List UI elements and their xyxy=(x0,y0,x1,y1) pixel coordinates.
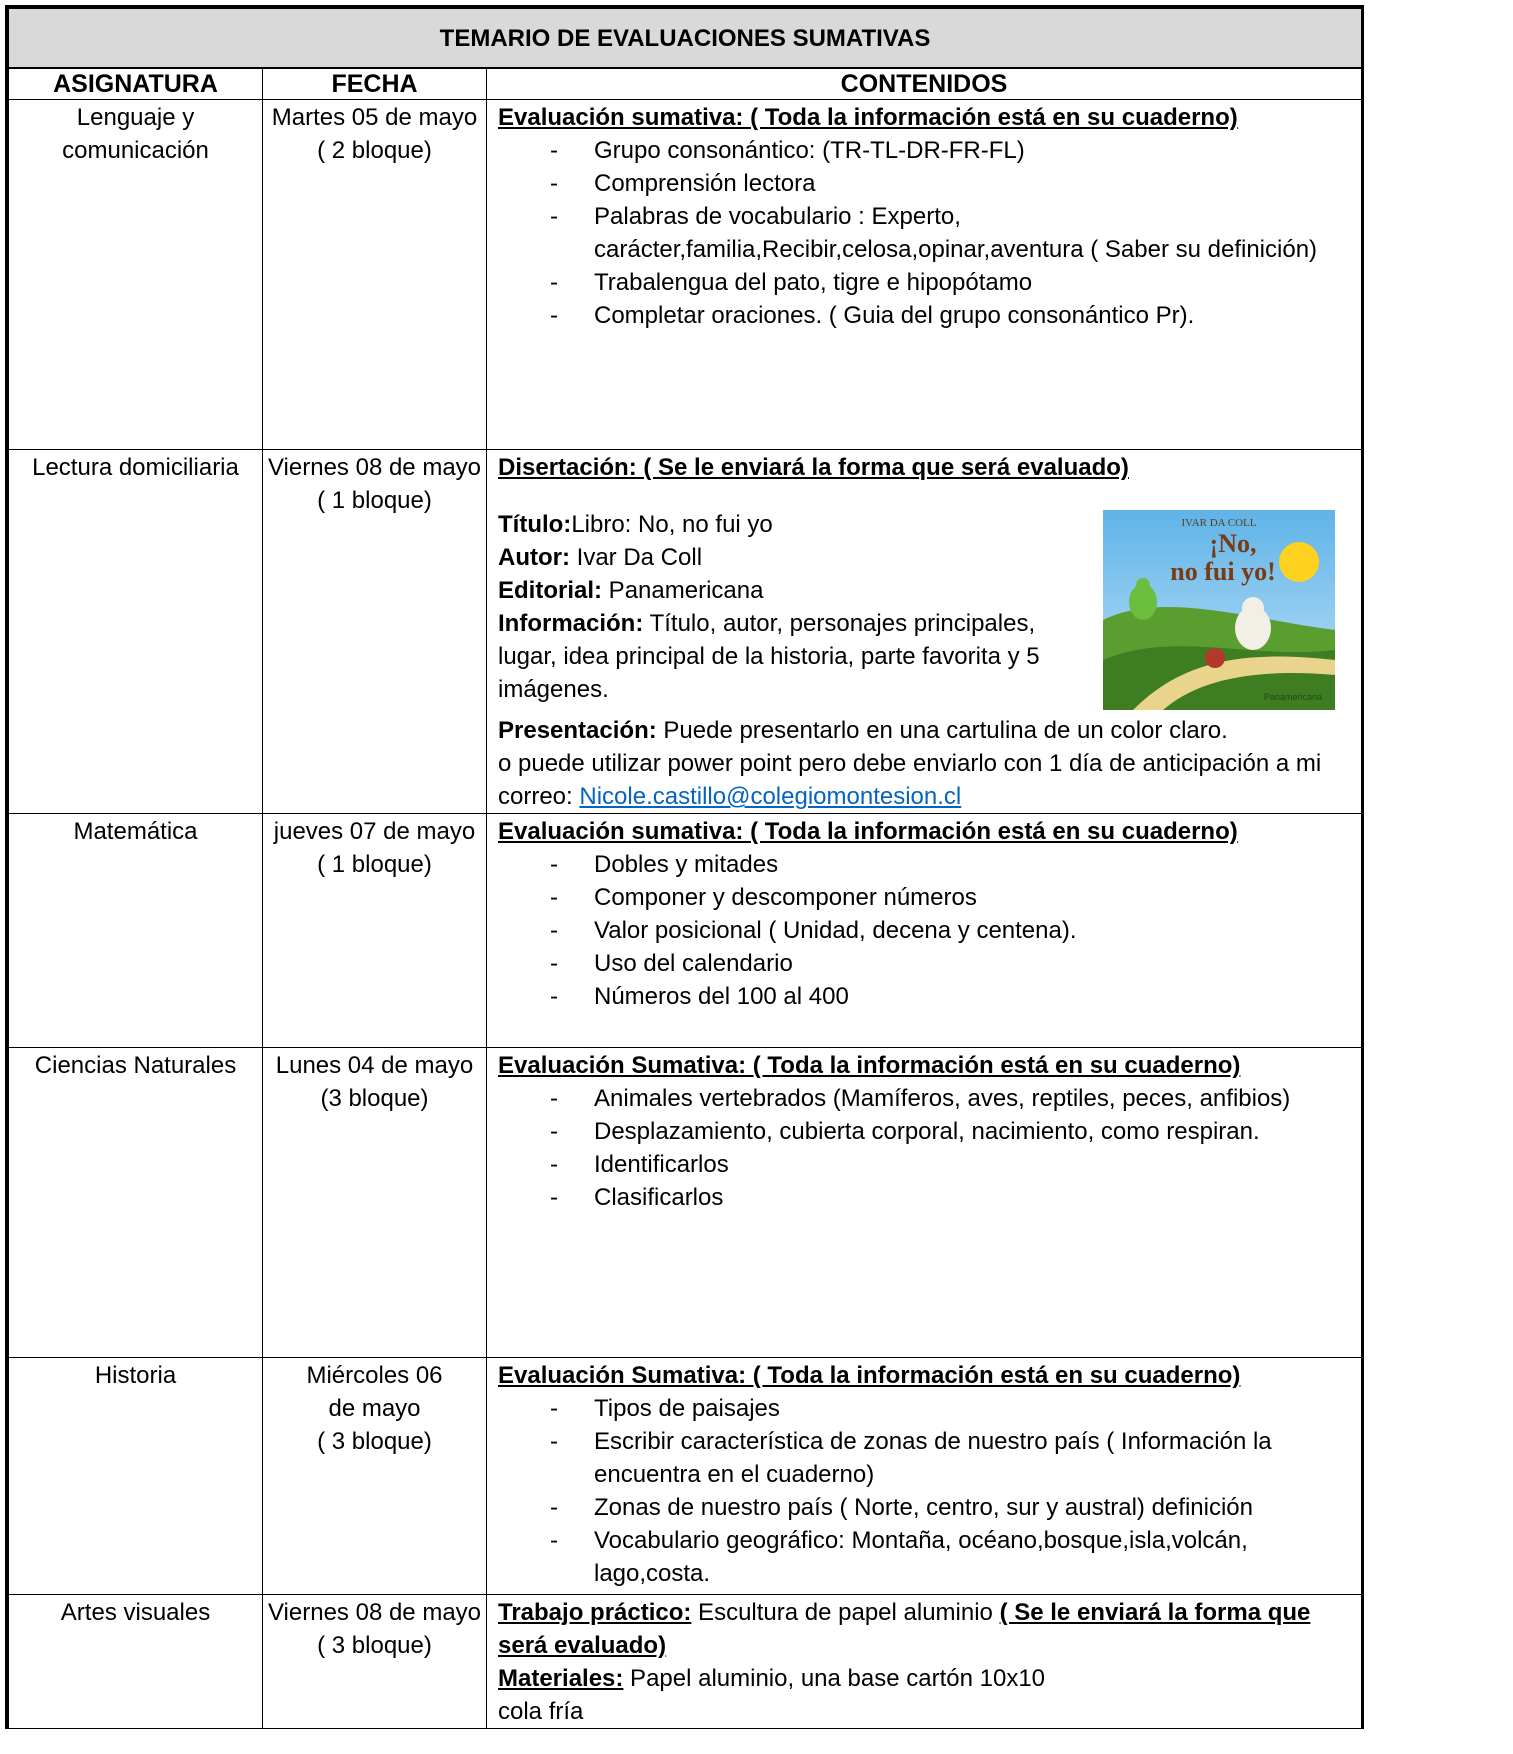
evaluation-schedule xyxy=(5,5,1364,1729)
title-row xyxy=(9,9,1362,69)
trabajo-label: Trabajo práctico: xyxy=(498,1599,692,1626)
list-item: - Zonas de nuestro país ( Norte, centro, sur y austral) definición xyxy=(550,1491,1355,1524)
subject-cell: Matemática xyxy=(9,814,263,1048)
table-row xyxy=(9,100,1362,450)
table-row xyxy=(9,1048,1362,1358)
list-item: - Desplazamiento, cubierta corporal, nacimiento, como respiran. xyxy=(550,1115,1355,1148)
document-title: TEMARIO DE EVALUACIONES SUMATIVAS xyxy=(9,9,1362,69)
header-row xyxy=(9,68,1362,100)
titulo-label: Título: xyxy=(498,511,572,538)
contents-cell xyxy=(487,1595,1362,1729)
topic-list xyxy=(498,1392,1355,1590)
contents-cell xyxy=(487,1048,1362,1358)
evaluation-heading: Disertación: ( Se le enviará la forma que será evaluado) xyxy=(498,454,1129,481)
date-text: Martes 05 de mayo xyxy=(271,104,478,131)
materiales-label: Materiales: xyxy=(498,1665,624,1692)
list-item: - Componer y descomponer números xyxy=(550,881,1355,914)
table-row xyxy=(9,1358,1362,1595)
email-link[interactable]: Nicole.castillo@colegiomontesion.cl xyxy=(579,783,962,810)
date-text: Lunes 04 de mayo xyxy=(275,1052,474,1079)
trabajo-line xyxy=(498,1596,1355,1662)
date-cell xyxy=(263,1358,487,1595)
titulo-value: Libro: No, no fui yo xyxy=(571,511,773,538)
autor-label: Autor: xyxy=(498,544,570,571)
list-item: - Trabalengua del pato, tigre e hipopótamo xyxy=(550,266,1355,299)
materiales-value: Papel aluminio, una base cartón 10x10 xyxy=(623,1665,1046,1692)
column-header-subject: ASIGNATURA xyxy=(9,68,263,100)
list-item: - Clasificarlos xyxy=(550,1181,1355,1214)
mail-line xyxy=(498,780,1355,813)
date-cell xyxy=(263,1595,487,1729)
date-cell xyxy=(263,100,487,450)
list-item: - Identificarlos xyxy=(550,1148,1355,1181)
editorial-label: Editorial: xyxy=(498,577,603,604)
informacion-value: Título, autor, personajes principales, lugar, idea principal de la historia, parte favorita y 5 imágenes. xyxy=(498,610,1040,703)
contents-cell xyxy=(487,100,1362,450)
list-item: - Grupo consonántico: (TR-TL-DR-FR-FL) xyxy=(550,134,1355,167)
evaluation-heading: Evaluación Sumativa: ( Toda la información está en su cuaderno) xyxy=(498,1052,1241,1079)
date-text: jueves 07 de mayo xyxy=(273,818,476,845)
subject-cell: Historia xyxy=(9,1358,263,1595)
subject-cell: Ciencias Naturales xyxy=(9,1048,263,1358)
topic-list xyxy=(498,134,1355,332)
date-text: Miércoles 06 de mayo xyxy=(306,1362,443,1422)
list-item: - Animales vertebrados (Mamíferos, aves, reptiles, peces, anfibios) xyxy=(550,1082,1355,1115)
date-text: Viernes 08 de mayo xyxy=(267,454,482,481)
block-text: ( 1 bloque) xyxy=(317,851,432,878)
contents-cell xyxy=(487,450,1362,814)
block-text: ( 2 bloque) xyxy=(317,137,432,164)
list-item: - Uso del calendario xyxy=(550,947,1355,980)
date-cell xyxy=(263,450,487,814)
column-header-contents: CONTENIDOS xyxy=(487,68,1362,100)
block-text: (3 bloque) xyxy=(320,1085,429,1112)
block-text: ( 3 bloque) xyxy=(317,1428,432,1455)
table-row xyxy=(9,450,1362,814)
schedule-table xyxy=(8,8,1362,1729)
list-item: - Completar oraciones. ( Guia del grupo consonántico Pr). xyxy=(550,299,1355,332)
presentacion-value: Puede presentarlo en una cartulina de un color claro. xyxy=(656,717,1228,744)
trabajo-value: Escultura de papel aluminio xyxy=(691,1599,1000,1626)
topic-list xyxy=(498,848,1355,1013)
editorial-value: Panamericana xyxy=(602,577,764,604)
book-publisher: Panamericana xyxy=(1263,692,1323,702)
list-item: - Números del 100 al 400 xyxy=(550,980,1355,1013)
materiales-line xyxy=(498,1662,1355,1695)
block-text: ( 1 bloque) xyxy=(317,487,432,514)
date-text: Viernes 08 de mayo xyxy=(267,1599,482,1626)
topic-list xyxy=(498,1082,1355,1214)
list-item: - Dobles y mitades xyxy=(550,848,1355,881)
table-row xyxy=(9,814,1362,1048)
list-item: - Comprensión lectora xyxy=(550,167,1355,200)
evaluation-heading: Evaluación sumativa: ( Toda la información está en su cuaderno) xyxy=(498,104,1238,131)
list-item: - Palabras de vocabulario : Experto, carácter,familia,Recibir,celosa,opinar,aventura ( Saber su definición) xyxy=(550,200,1355,266)
mail-prefix: correo: xyxy=(498,783,580,810)
informacion-label: Información: xyxy=(498,610,644,637)
presentacion-label: Presentación: xyxy=(498,717,657,744)
power-point-line: o puede utilizar power point pero debe enviarlo con 1 día de anticipación a mi xyxy=(498,750,1322,777)
book-cover-image xyxy=(1103,510,1335,710)
contents-cell xyxy=(487,814,1362,1048)
list-item: - Vocabulario geográfico: Montaña, océano,bosque,isla,volcán, lago,costa. xyxy=(550,1524,1355,1590)
list-item: - Tipos de paisajes xyxy=(550,1392,1355,1425)
presentacion-line xyxy=(498,714,1355,747)
date-cell xyxy=(263,814,487,1048)
materiales-line-2: cola fría xyxy=(498,1698,584,1725)
book-title-line2: no fui yo! xyxy=(1170,557,1276,586)
autor-value: Ivar Da Coll xyxy=(569,544,703,571)
subject-cell: Artes visuales xyxy=(9,1595,263,1729)
evaluation-heading: Evaluación Sumativa: ( Toda la información está en su cuaderno) xyxy=(498,1362,1241,1389)
date-cell xyxy=(263,1048,487,1358)
list-item: - Escribir característica de zonas de nuestro país ( Información la encuentra en el cuaderno) xyxy=(550,1425,1355,1491)
trabajo-note: ( Se le enviará la forma que será evaluado) xyxy=(498,1599,1311,1659)
book-author: IVAR DA COLL xyxy=(1181,517,1257,529)
column-header-date: FECHA xyxy=(263,68,487,100)
contents-cell xyxy=(487,1358,1362,1595)
subject-cell: Lenguaje y comunicación xyxy=(9,100,263,450)
evaluation-heading: Evaluación sumativa: ( Toda la información está en su cuaderno) xyxy=(498,818,1238,845)
book-title-line1: ¡No, xyxy=(1209,529,1257,558)
table-row xyxy=(9,1595,1362,1729)
subject-cell: Lectura domiciliaria xyxy=(9,450,263,814)
list-item: - Valor posicional ( Unidad, decena y centena). xyxy=(550,914,1355,947)
block-text: ( 3 bloque) xyxy=(317,1632,432,1659)
